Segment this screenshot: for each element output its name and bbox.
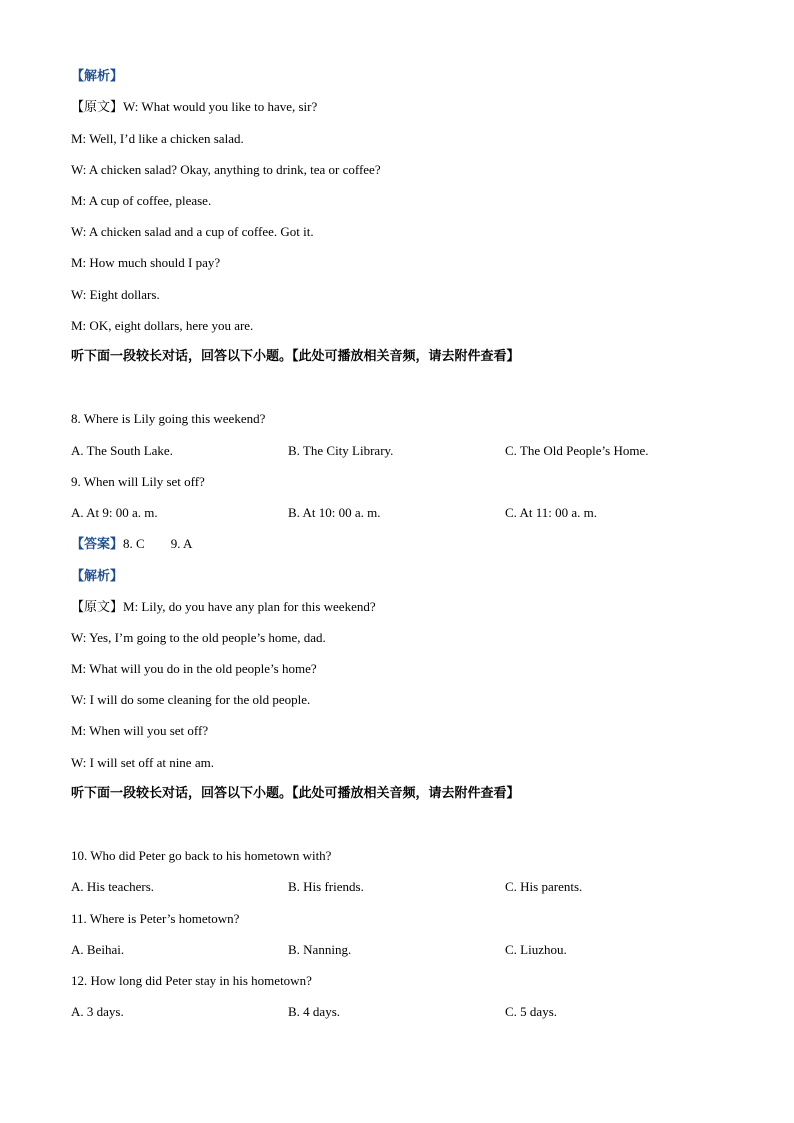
- option-a: A. Beihai.: [71, 942, 125, 957]
- dialogue-line: W: Eight dollars.: [71, 287, 160, 302]
- option-b: B. His friends.: [288, 879, 364, 894]
- dialogue-line: M: What will you do in the old people’s home?: [71, 661, 317, 676]
- option-a: A. The South Lake.: [71, 443, 173, 458]
- transcript-line: [71, 598, 376, 616]
- dialogue-line: W: A chicken salad and a cup of coffee. Got it.: [71, 224, 314, 239]
- answer-value: 8. C: [123, 536, 145, 551]
- option-b: B. 4 days.: [288, 1004, 340, 1019]
- analysis-heading: [71, 567, 123, 585]
- dialogue-line: W: I will do some cleaning for the old people.: [71, 692, 311, 707]
- question-text: 9. When will Lily set off?: [71, 474, 205, 489]
- transcript-line: [71, 98, 317, 116]
- analysis-tag: 【解析】: [71, 69, 124, 84]
- analysis-heading: [71, 67, 123, 85]
- dialogue-line: M: Well, I’d like a chicken salad.: [71, 131, 244, 146]
- transcript-tag: 【原文】: [71, 600, 124, 615]
- question-text: 12. How long did Peter stay in his hometown?: [71, 973, 312, 988]
- option-a: A. 3 days.: [71, 1004, 124, 1019]
- option-c: C. The Old People’s Home.: [505, 443, 649, 458]
- audio-instruction: 听下面一段较长对话，回答以下小题。【此处可播放相关音频，请去附件查看】: [71, 349, 520, 364]
- dialogue-line: W: A chicken salad? Okay, anything to drink, tea or coffee?: [71, 162, 381, 177]
- dialogue-line: W: Yes, I’m going to the old people’s home, dad.: [71, 630, 326, 645]
- dialogue-line: W: I will set off at nine am.: [71, 755, 214, 770]
- audio-instruction: 听下面一段较长对话，回答以下小题。【此处可播放相关音频，请去附件查看】: [71, 786, 520, 801]
- option-c: C. Liuzhou.: [505, 942, 567, 957]
- option-a: A. At 9: 00 a. m.: [71, 505, 158, 520]
- answer-line: [71, 535, 192, 553]
- question-text: 8. Where is Lily going this weekend?: [71, 411, 266, 426]
- answer-value: 9. A: [170, 536, 193, 551]
- question-text: 10. Who did Peter go back to his hometown with?: [71, 848, 332, 863]
- option-c: C. At 11: 00 a. m.: [505, 505, 597, 520]
- option-b: B. At 10: 00 a. m.: [288, 505, 381, 520]
- option-b: B. The City Library.: [288, 443, 394, 458]
- dialogue-line: M: How much should I pay?: [71, 255, 221, 270]
- dialogue-line: M: A cup of coffee, please.: [71, 193, 212, 208]
- dialogue-text: M: Lily, do you have any plan for this weekend?: [123, 599, 376, 614]
- option-a: A. His teachers.: [71, 879, 155, 894]
- option-c: C. 5 days.: [505, 1004, 557, 1019]
- dialogue-line: M: OK, eight dollars, here you are.: [71, 318, 254, 333]
- option-c: C. His parents.: [505, 879, 583, 894]
- question-text: 11. Where is Peter’s hometown?: [71, 911, 240, 926]
- answer-tag: 【答案】: [71, 537, 124, 552]
- analysis-tag: 【解析】: [71, 569, 124, 584]
- transcript-tag: 【原文】: [71, 100, 124, 115]
- option-b: B. Nanning.: [288, 942, 352, 957]
- dialogue-line: M: When will you set off?: [71, 723, 209, 738]
- dialogue-text: W: What would you like to have, sir?: [123, 99, 318, 114]
